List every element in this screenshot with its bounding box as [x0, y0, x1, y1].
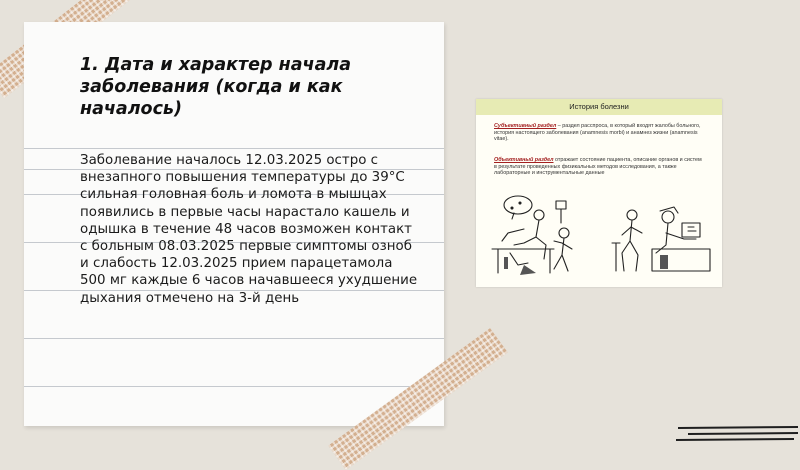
- figure-header: История болезни: [476, 99, 722, 115]
- slide-body-text: Заболевание началось 12.03.2025 остро с внезапного повышения температуры до 39°С сильная головная боль и ломота в мышцах появились в первые часы нарастало кашель и одышка в течение 48 часов возможен контакт с больным 08.03.2025 первые симптомы озноб и слабость 12.03.2025 прием парацетамола 500 мг каждые 6 часов начавшееся ухудшение дыхания отмечено на 3-й день: [80, 153, 418, 306]
- figure-subjective-paragraph: [494, 123, 706, 143]
- slide-title: 1. Дата и характер начала заболевания (когда и как началось): [80, 55, 352, 119]
- figure-objective-paragraph: [494, 157, 706, 177]
- doctor-patient-cartoon-image: [484, 193, 714, 279]
- figure-objective-text: отражает состояние пациента, описание органов и систем в результате проведенных физикальных методов исследования, а также лабораторные и инструментальные данные: [494, 157, 702, 177]
- paper-rule-line: [24, 338, 444, 339]
- figure-subjective-label: Субъективный раздел: [494, 123, 557, 129]
- figure-objective-label: Объективный раздел: [494, 157, 554, 163]
- paper-rule-line: [24, 386, 444, 387]
- decorative-lines: [676, 424, 800, 444]
- paper-rule-line: [24, 148, 444, 149]
- figure-subjective-text: – раздел расспроса, в который входят жалобы больного, история настоящего заболевания (anamnesis morbi) и анамнез жизни (anamnesis vitae).: [494, 123, 701, 143]
- medical-history-figure: [476, 99, 722, 287]
